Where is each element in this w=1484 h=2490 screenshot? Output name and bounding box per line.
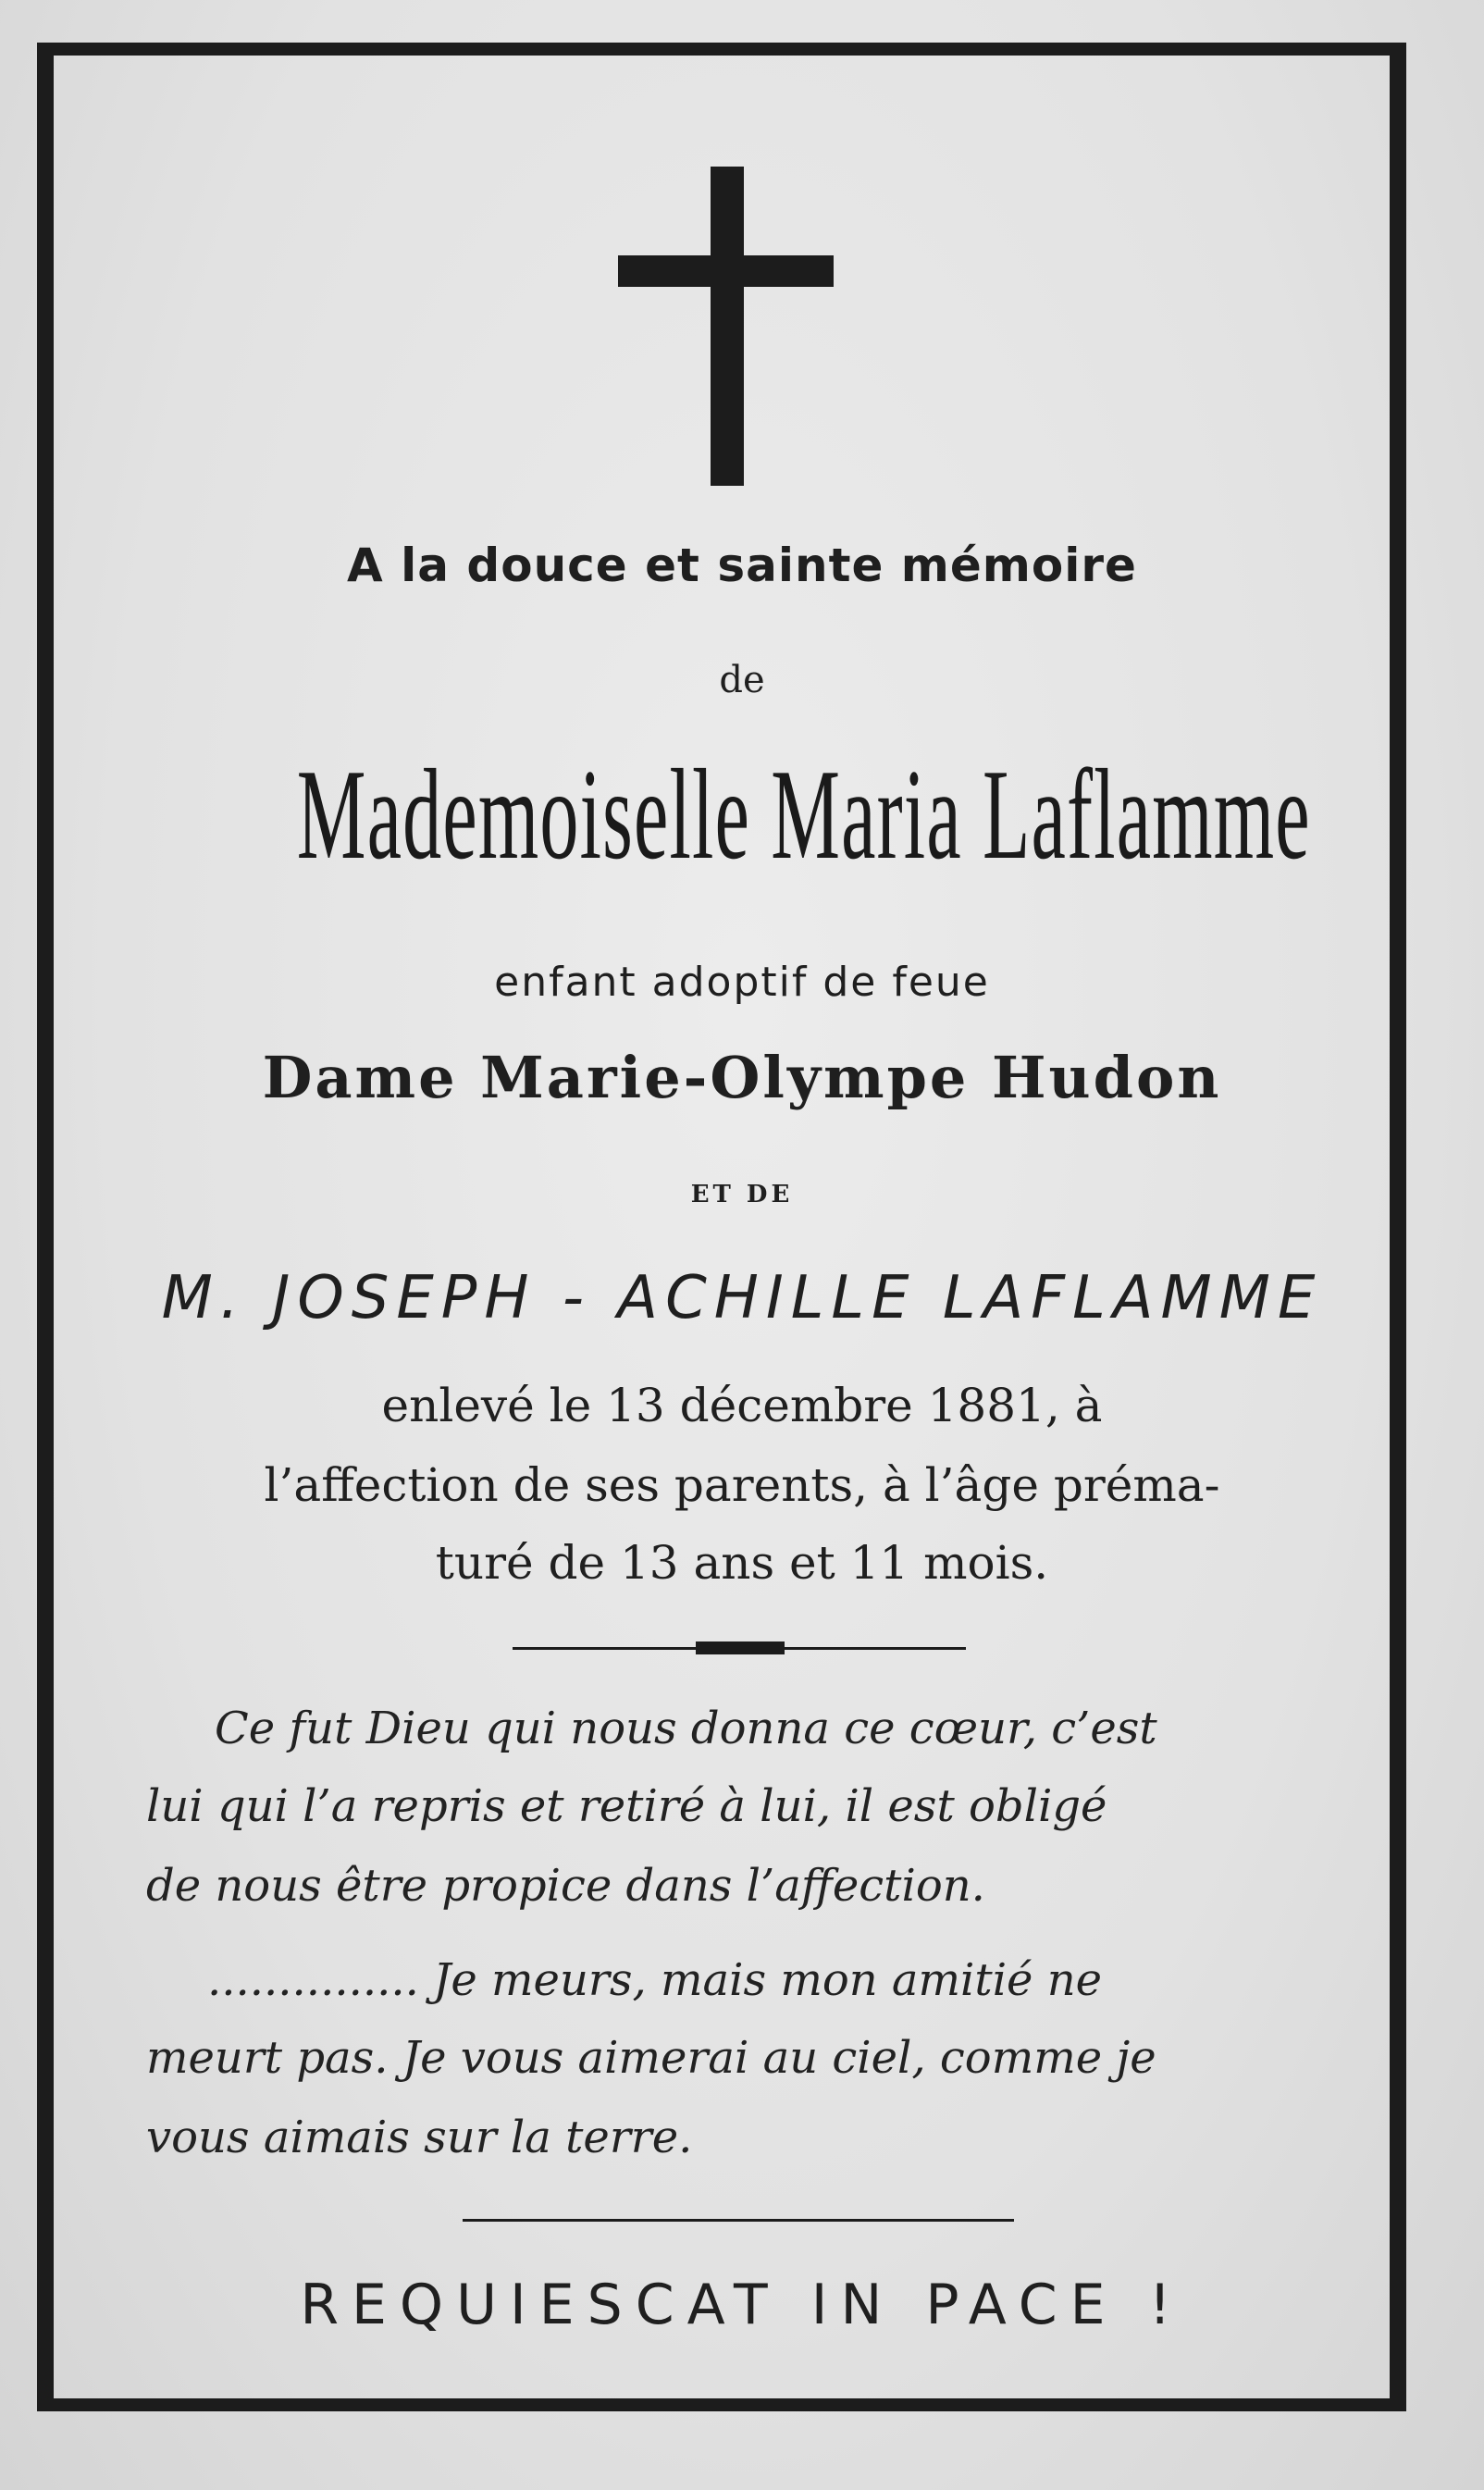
father-name: M. JOSEPH - ACHILLE LAFLAMME	[161, 1264, 1323, 1332]
adoptive-line: enfant adoptif de feue	[494, 959, 990, 1006]
divider-top-center-mark	[696, 1641, 785, 1654]
cross-horizontal-bar	[618, 255, 834, 287]
quote-line-3: de nous être propice dans l’affection.	[146, 1860, 985, 1912]
quote-line-6: vous aimais sur la terre.	[146, 2112, 693, 2163]
quote-line-2: lui qui l’a repris et retiré à lui, il est obligé	[146, 1780, 1107, 1832]
et-de-line: ET DE	[690, 1181, 794, 1208]
death-notice-line-2: l’affection de ses parents, à l’âge préma-	[264, 1458, 1220, 1512]
quote-line-1: Ce fut Dieu qui nous donna ce cœur, c’est	[215, 1703, 1157, 1754]
quote-line-5: meurt pas. Je vous aimerai au ciel, comme je	[146, 2032, 1156, 2084]
intro-line: A la douce et sainte mémoire	[347, 539, 1137, 592]
divider-bottom	[463, 2219, 1014, 2222]
cross-vertical-bar	[711, 167, 744, 486]
requiescat-closing: REQUIESCAT IN PACE !	[300, 2273, 1184, 2337]
death-notice-line-1: enlevé le 13 décembre 1881, à	[381, 1379, 1103, 1432]
mother-name: Dame Marie-Olympe Hudon	[262, 1044, 1222, 1111]
de-line: de	[719, 659, 765, 701]
death-notice-line-3: turé de 13 ans et 11 mois.	[435, 1536, 1049, 1590]
quote-line-4: ............... Je meurs, mais mon amitié ne	[207, 1954, 1103, 2006]
deceased-name: Mademoiselle Maria Laflamme	[296, 743, 1311, 886]
